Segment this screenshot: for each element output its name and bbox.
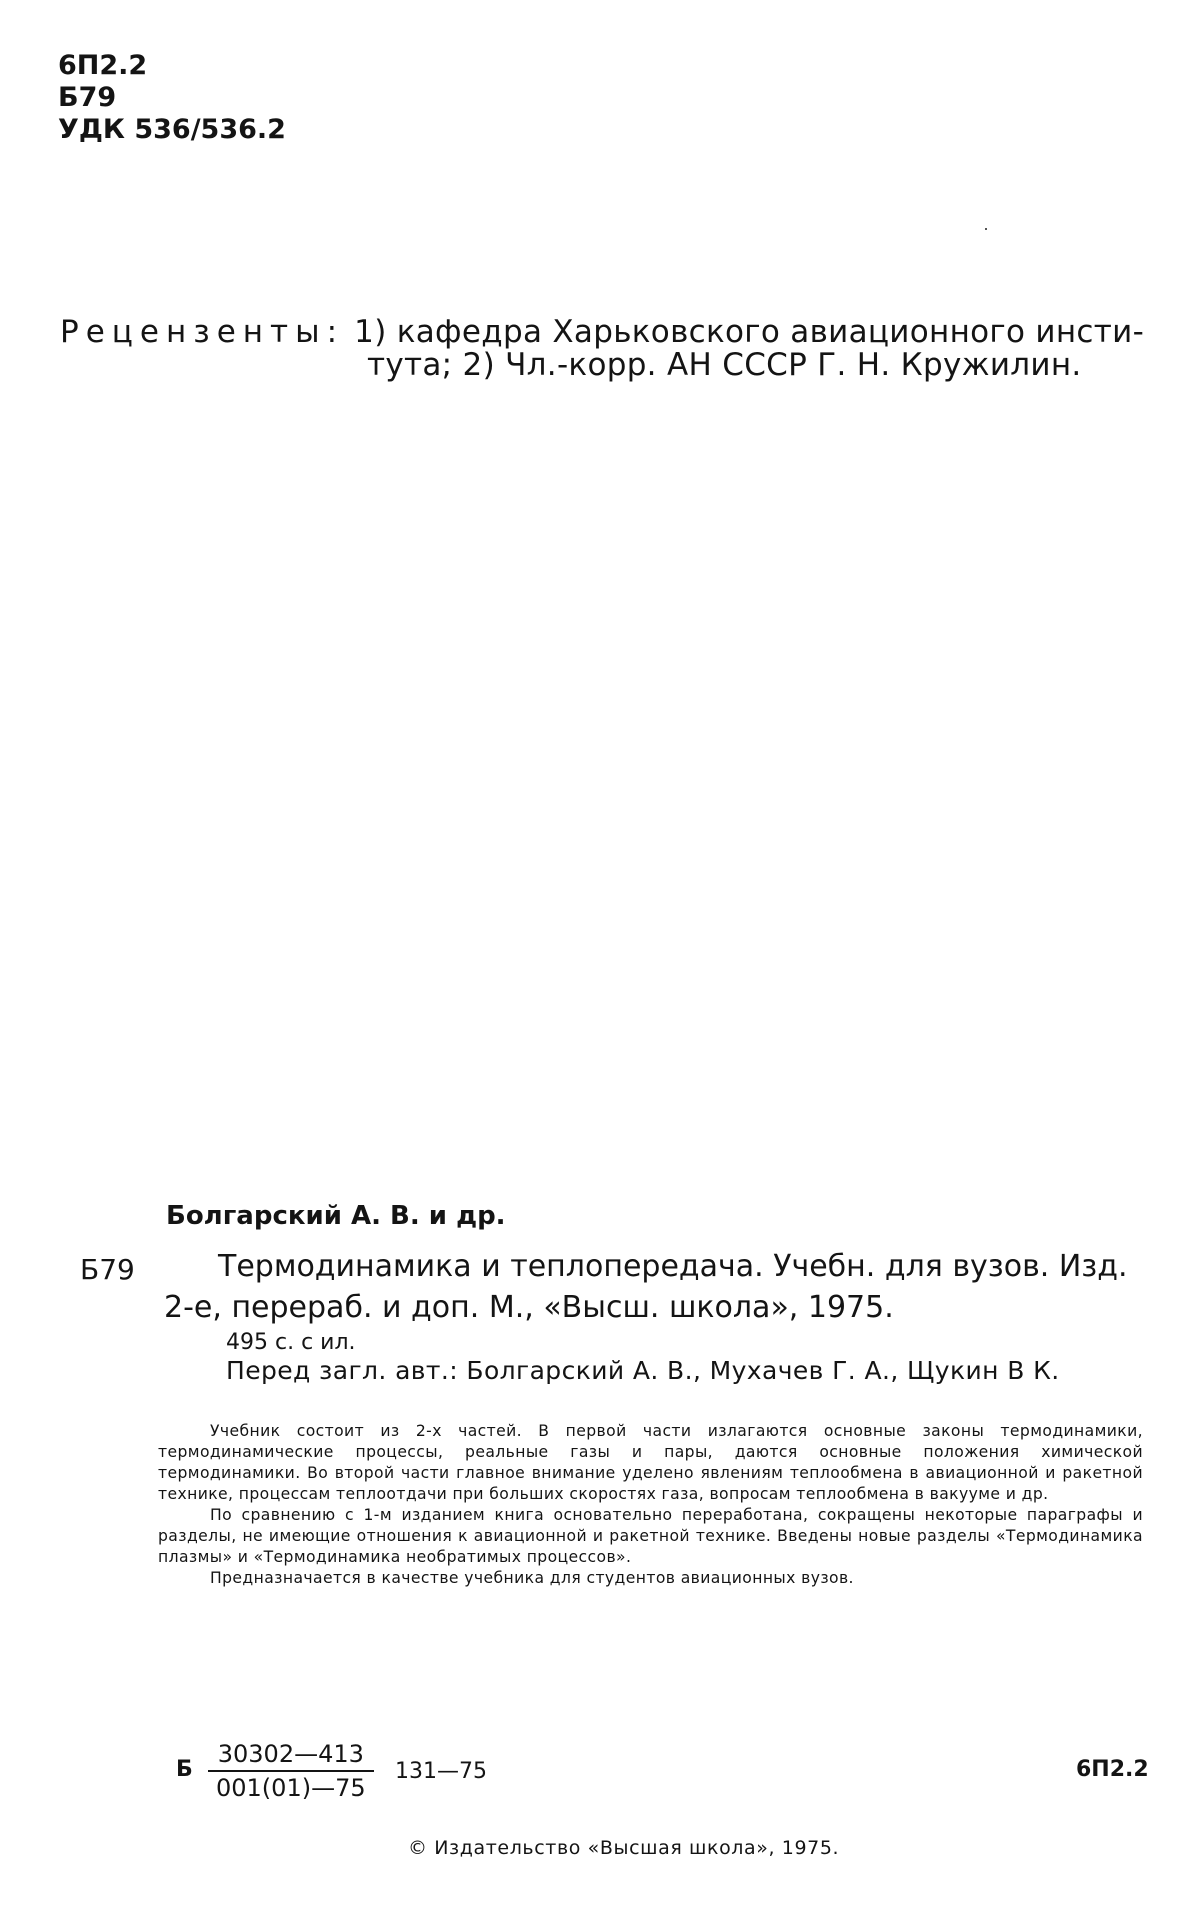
annotation-paragraph: По сравнению с 1-м изданием книга основательно переработана, сокращены некоторые параграфы и разделы, не имеющие отношения к авиационной и ракетной технике. Введены новые разделы «Термодинамика плазмы» и «Термодинамика необратимых процессов».	[158, 1506, 1143, 1566]
bbk-code: 6П2.2	[58, 50, 148, 81]
imprint-fraction	[208, 1740, 374, 1802]
scan-speck	[985, 228, 987, 230]
reviewers-line-1	[60, 314, 1144, 350]
title-line-1: Термодинамика и теплопередача. Учебн. для вузов. Изд.	[218, 1249, 1128, 1284]
reviewers-line-2: тута; 2) Чл.-корр. АН СССР Г. Н. Кружилин.	[367, 347, 1082, 383]
author-heading: Болгарский А. В. и др.	[166, 1201, 506, 1231]
imprint-code-right: 6П2.2	[1076, 1757, 1149, 1782]
author-sign: Б79	[58, 82, 117, 113]
reviewers-text-1: 1) кафедра Харьковского авиационного инсти-	[344, 314, 1145, 350]
imprint-serial: 131—75	[395, 1759, 487, 1784]
fraction-denominator: 001(01)—75	[216, 1774, 366, 1802]
fraction-numerator: 30302—413	[208, 1740, 374, 1772]
imprint-letter: Б	[176, 1757, 193, 1782]
call-number: Б79	[80, 1253, 135, 1286]
annotation-paragraph: Предназначается в качестве учебника для студентов авиационных вузов.	[210, 1569, 854, 1587]
reviewers-label: Рецензенты:	[60, 314, 345, 350]
annotation	[158, 1421, 1143, 1589]
page-count: 495 с. с ил.	[226, 1330, 356, 1355]
title-line-2: 2-е, перераб. и доп. М., «Высш. школа», 1975.	[164, 1290, 894, 1325]
udc-code: УДК 536/536.2	[58, 114, 286, 145]
annotation-paragraph: Учебник состоит из 2-х частей. В первой части излагаются основные законы термодинамики, термодинамические процессы, реальные газы и пары, даются основные положения химической термодинамики. Во второй части главное внимание уделено явлениям теплообмена в авиационной и ракетной технике, процессам теплоотдачи при больших скоростях газа, вопросам теплообмена в вакууме и др.	[158, 1422, 1143, 1503]
copyright-line: © Издательство «Высшая школа», 1975.	[408, 1837, 840, 1859]
classification-codes	[58, 50, 286, 146]
authors-note: Перед загл. авт.: Болгарский А. В., Мухачев Г. А., Щукин В К.	[226, 1356, 1060, 1385]
